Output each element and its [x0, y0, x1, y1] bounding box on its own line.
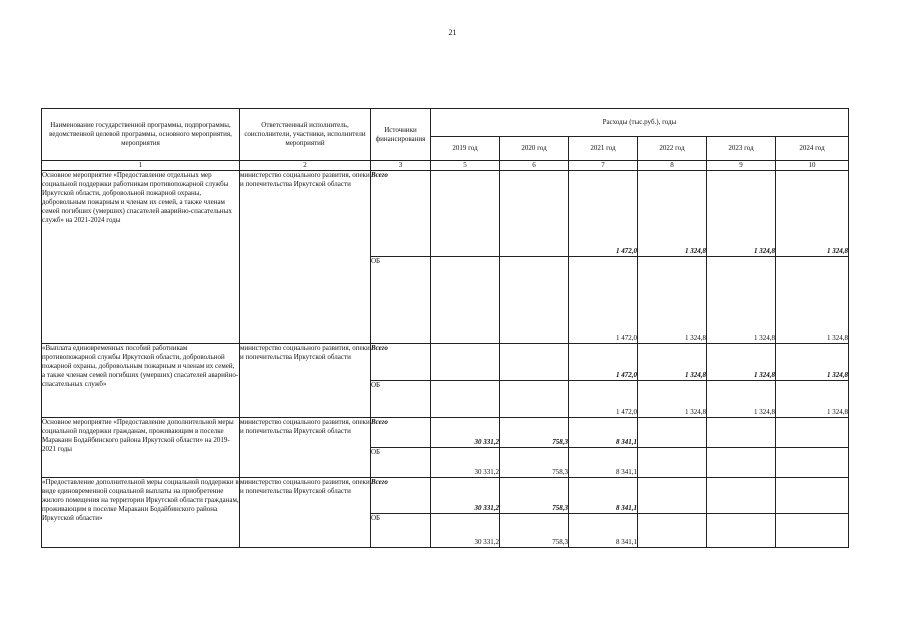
- header-name: Наименование государственной программы, подпрограммы, ведомственной целевой программы, основного мероприятия, мероприятия: [42, 109, 240, 161]
- ob-value: 758,3: [500, 514, 569, 548]
- ob-value: [707, 448, 776, 478]
- source-total-label: Всего: [371, 344, 431, 381]
- source-total-label: Всего: [371, 418, 431, 448]
- column-number: 1: [42, 161, 240, 171]
- ob-value: 1 324,8: [707, 381, 776, 418]
- header-source: Источники финансирования: [371, 109, 431, 161]
- header-year: 2021 год: [569, 137, 638, 161]
- ob-value: [500, 381, 569, 418]
- ob-value: 1 472,0: [569, 381, 638, 418]
- ob-value: 30 331,2: [431, 514, 500, 548]
- total-value: 1 324,8: [707, 171, 776, 257]
- ob-value: [707, 514, 776, 548]
- row-executor: министерство социального развития, опеки и попечительства Иркутской области: [240, 418, 371, 478]
- column-number: 3: [371, 161, 431, 171]
- ob-value: 1 472,0: [569, 257, 638, 344]
- ob-value: [500, 257, 569, 344]
- source-ob-label: ОБ: [371, 514, 431, 548]
- source-total-label: Всего: [371, 478, 431, 514]
- ob-value: [638, 514, 707, 548]
- total-value: [500, 344, 569, 381]
- column-number: 7: [569, 161, 638, 171]
- ob-value: 30 331,2: [431, 448, 500, 478]
- total-value: 758,3: [500, 418, 569, 448]
- header-year: 2020 год: [500, 137, 569, 161]
- row-name: «Предоставление дополнительной меры социальной поддержки в виде единовременной социальной выплаты на приобретение жилого помещения на территории Иркутской области гражданам, проживающим в поселке Мараканн Бодайбинского района Иркутской области»: [42, 478, 240, 548]
- total-value: 30 331,2: [431, 418, 500, 448]
- ob-value: 1 324,8: [707, 257, 776, 344]
- header-year: 2019 год: [431, 137, 500, 161]
- total-value: 30 331,2: [431, 478, 500, 514]
- ob-value: 1 324,8: [776, 257, 849, 344]
- total-value: [707, 478, 776, 514]
- source-ob-label: ОБ: [371, 448, 431, 478]
- total-value: 8 341,1: [569, 418, 638, 448]
- total-value: [638, 418, 707, 448]
- row-name: Основное мероприятие «Предоставление отдельных мер социальной поддержки работникам противопожарной службы Иркутской области, добровольной пожарной охраны, добровольным пожарным и членам их семей, а также членам семей погибших (умерших) спасателей аварийно-спасательных служб» на 2021-2024 годы: [42, 171, 240, 344]
- total-value: 1 324,8: [776, 344, 849, 381]
- source-ob-label: ОБ: [371, 381, 431, 418]
- column-number: 8: [638, 161, 707, 171]
- total-value: 8 341,1: [569, 478, 638, 514]
- row-name: «Выплата единовременных пособий работникам противопожарной службы Иркутской области, добровольной пожарной охраны, добровольным пожарным и членам их семей, а также членам семей погибших (умерших) спасателей аварийно-спасательных служб»: [42, 344, 240, 418]
- total-value: 1 324,8: [638, 171, 707, 257]
- total-value: [638, 478, 707, 514]
- header-expenses: Расходы (тыс.руб.), годы: [431, 109, 849, 137]
- budget-table: [41, 108, 849, 548]
- total-value: [500, 171, 569, 257]
- ob-value: 758,3: [500, 448, 569, 478]
- total-value: 758,3: [500, 478, 569, 514]
- ob-value: [638, 448, 707, 478]
- header-year: 2022 год: [638, 137, 707, 161]
- source-ob-label: ОБ: [371, 257, 431, 344]
- column-number: 9: [707, 161, 776, 171]
- column-number: 2: [240, 161, 371, 171]
- row-executor: министерство социального развития, опеки и попечительства Иркутской области: [240, 478, 371, 548]
- ob-value: 1 324,8: [776, 381, 849, 418]
- total-value: [776, 478, 849, 514]
- header-year: 2023 год: [707, 137, 776, 161]
- total-value: [431, 171, 500, 257]
- total-value: [707, 418, 776, 448]
- total-value: 1 472,0: [569, 344, 638, 381]
- total-value: 1 472,0: [569, 171, 638, 257]
- ob-value: [431, 381, 500, 418]
- column-number: 6: [500, 161, 569, 171]
- total-value: [431, 344, 500, 381]
- header-executor: Ответственный исполнитель, соисполнители, участники, исполнители мероприятий: [240, 109, 371, 161]
- row-executor: министерство социального развития, опеки и попечительства Иркутской области: [240, 344, 371, 418]
- ob-value: [776, 448, 849, 478]
- source-total-label: Всего: [371, 171, 431, 257]
- column-number: 5: [431, 161, 500, 171]
- ob-value: 1 324,8: [638, 381, 707, 418]
- ob-value: 8 341,1: [569, 514, 638, 548]
- row-executor: министерство социального развития, опеки и попечительства Иркутской области: [240, 171, 371, 344]
- page-number: 21: [448, 28, 457, 37]
- total-value: 1 324,8: [776, 171, 849, 257]
- total-value: [776, 418, 849, 448]
- ob-value: [431, 257, 500, 344]
- total-value: 1 324,8: [707, 344, 776, 381]
- row-name: Основное мероприятие «Предоставление дополнительной меры социальной поддержки гражданам, проживающим в поселке Мараканн Бодайбинского района Иркутской области» на 2019-2021 годы: [42, 418, 240, 478]
- total-value: 1 324,8: [638, 344, 707, 381]
- header-year: 2024 год: [776, 137, 849, 161]
- ob-value: 8 341,1: [569, 448, 638, 478]
- column-number: 10: [776, 161, 849, 171]
- ob-value: [776, 514, 849, 548]
- ob-value: 1 324,8: [638, 257, 707, 344]
